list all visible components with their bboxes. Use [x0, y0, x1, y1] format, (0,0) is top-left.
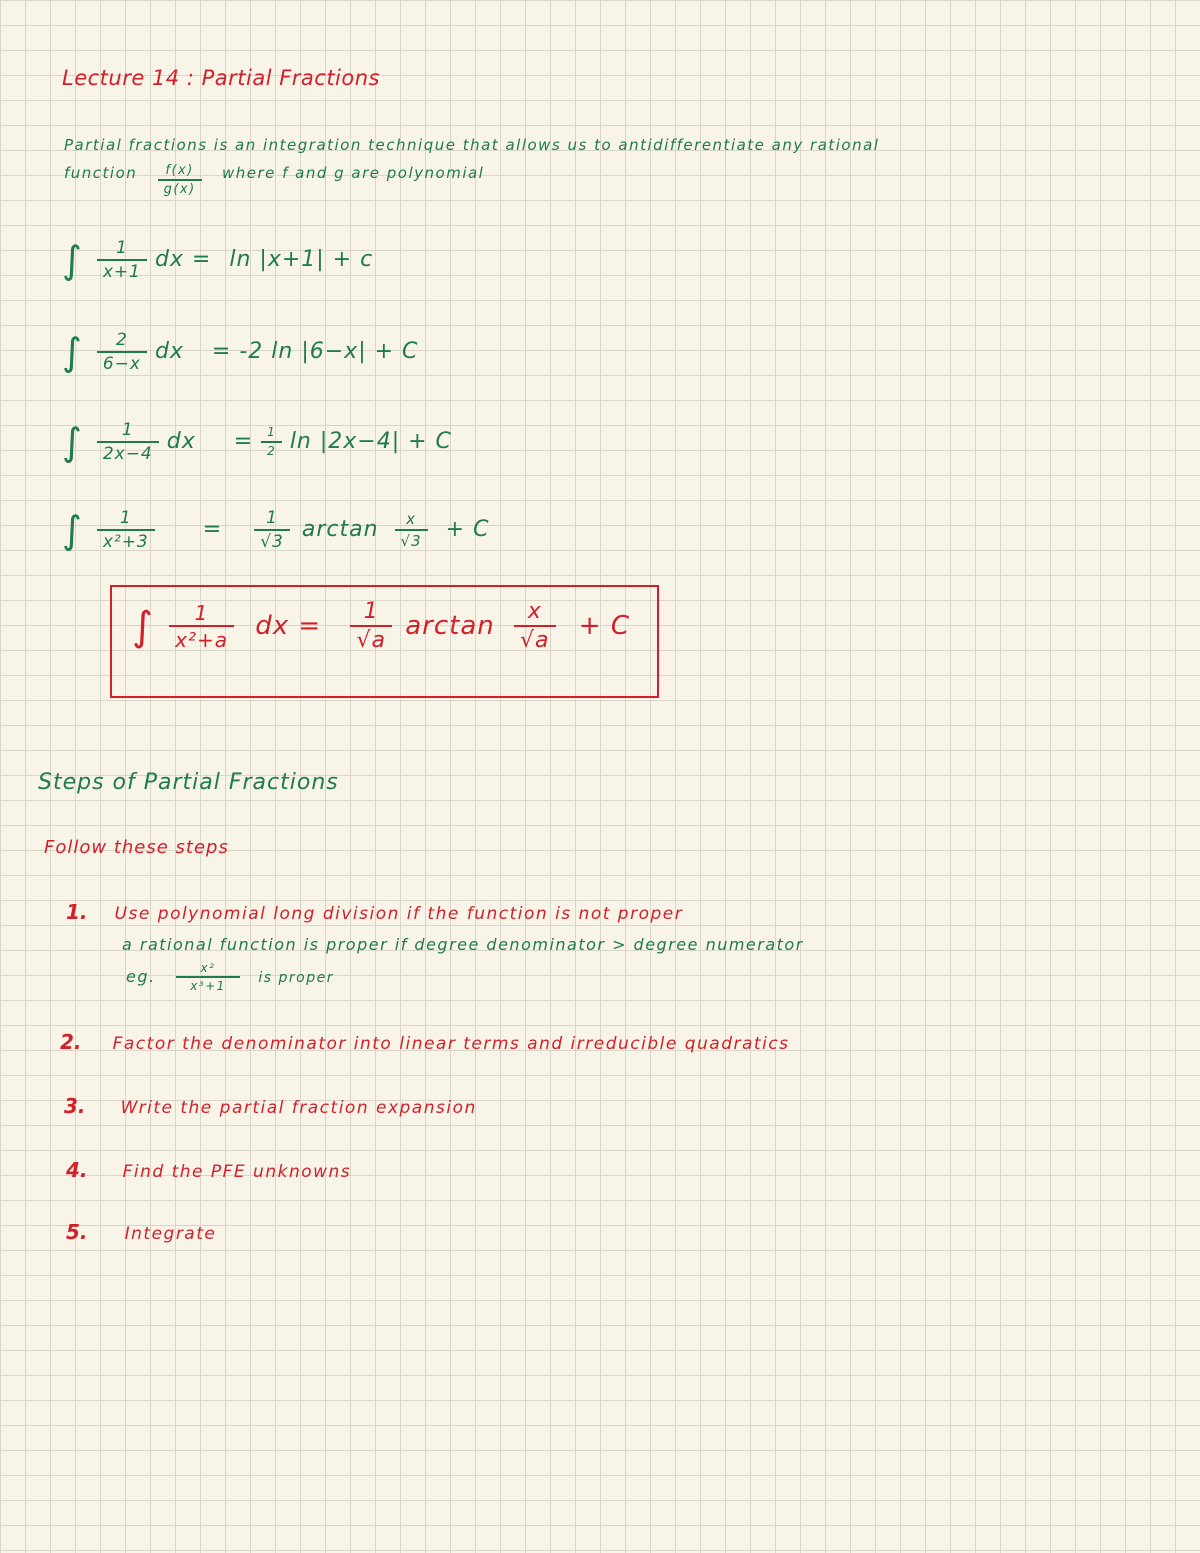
fraction-num: x	[406, 510, 417, 528]
integral-1	[62, 238, 373, 282]
example-fraction	[176, 962, 240, 993]
integral-4-arg	[395, 511, 428, 549]
step-text: Integrate	[124, 1224, 217, 1244]
step-1-note: a rational function is proper if degree denominator > degree numerator	[122, 935, 804, 954]
step-text: Factor the denominator into linear terms and irreducible quadratics	[112, 1034, 790, 1054]
boxed-fraction	[169, 602, 234, 651]
fraction-den: √a	[350, 625, 392, 653]
intro-line-2	[64, 164, 484, 198]
integral-3-coef	[261, 426, 282, 457]
fraction-num: 2	[115, 329, 128, 350]
integral-sign: ∫	[62, 330, 83, 374]
step-2	[60, 1030, 790, 1054]
integral-sign: ∫	[132, 603, 154, 650]
integral-4-coef	[254, 509, 290, 551]
integral-sign: ∫	[62, 238, 83, 282]
intro-line-1: Partial fractions is an integration technique that allows us to antidifferentiate any rational	[64, 136, 880, 154]
integral-1-dx: dx =	[154, 247, 212, 272]
equals-sign: =	[233, 429, 254, 454]
boxed-coef	[350, 600, 392, 653]
step-text: Find the PFE unknowns	[122, 1162, 352, 1182]
fraction-den: √3	[395, 529, 428, 550]
follow-steps-label: Follow these steps	[44, 837, 229, 858]
integral-sign: ∫	[62, 508, 83, 552]
fraction-den: 2x−4	[97, 441, 159, 464]
integral-sign: ∫	[62, 420, 83, 464]
boxed-arg	[514, 600, 556, 653]
example-label: eg.	[126, 967, 156, 987]
integral-2-result: = -2 ln |6−x| + C	[211, 339, 419, 364]
fraction-num: 1	[119, 507, 132, 528]
step-number: 4.	[66, 1158, 88, 1182]
fraction-den: √a	[514, 625, 556, 653]
step-number: 1.	[66, 900, 88, 924]
boxed-dx: dx =	[255, 611, 322, 642]
step-1-example	[126, 962, 334, 993]
fraction-den: √3	[254, 529, 290, 552]
intro-fraction	[158, 164, 202, 198]
fraction-num: 1	[363, 599, 379, 624]
integral-3-fraction	[97, 421, 159, 463]
step-3	[64, 1094, 477, 1118]
page-title: Lecture 14 : Partial Fractions	[62, 66, 380, 90]
equals-sign: =	[202, 517, 223, 542]
integral-1-fraction	[97, 239, 147, 281]
step-4	[66, 1158, 351, 1182]
integral-3-dx: dx	[166, 429, 196, 454]
fraction-den: x²+3	[97, 529, 155, 552]
step-number: 3.	[64, 1094, 86, 1118]
arctan-label: arctan	[301, 517, 379, 542]
fraction-num: x²	[200, 961, 216, 975]
integral-2-dx: dx	[154, 339, 184, 364]
integral-1-result: ln |x+1| + c	[229, 247, 374, 272]
step-number: 2.	[60, 1030, 82, 1054]
fraction-den: x+1	[97, 259, 147, 282]
integral-4	[62, 508, 489, 552]
integral-4-constant: + C	[445, 517, 490, 542]
step-1	[66, 900, 683, 924]
boxed-formula-content	[132, 600, 630, 653]
fraction-den: 2	[261, 441, 282, 458]
intro-fraction-num: f(x)	[165, 163, 194, 178]
fraction-den: x³+1	[176, 976, 240, 993]
fraction-den: x²+a	[169, 625, 234, 651]
integral-4-fraction	[97, 509, 155, 551]
fraction-den: 6−x	[97, 351, 147, 374]
arctan-label: arctan	[405, 611, 495, 642]
intro-function-word: function	[64, 164, 138, 182]
intro-fraction-den: g(x)	[158, 179, 202, 197]
step-number: 5.	[66, 1220, 88, 1244]
integral-3-result: ln |2x−4| + C	[289, 429, 452, 454]
integral-3	[62, 420, 452, 464]
step-text: Use polynomial long division if the function is not proper	[114, 904, 684, 924]
integral-2	[62, 330, 418, 374]
example-tail: is proper	[258, 970, 334, 987]
fraction-num: 1	[115, 237, 128, 258]
fraction-num: 1	[194, 601, 209, 626]
fraction-num: x	[527, 599, 542, 624]
fraction-num: 1	[121, 419, 134, 440]
fraction-num: 1	[266, 507, 278, 528]
integral-2-fraction	[97, 331, 147, 373]
intro-suffix: where f and g are polynomial	[221, 164, 485, 182]
step-text: Write the partial fraction expansion	[120, 1098, 477, 1118]
section-title: Steps of Partial Fractions	[38, 770, 339, 795]
boxed-constant: + C	[578, 611, 631, 642]
fraction-num: 1	[267, 425, 276, 440]
step-5	[66, 1220, 216, 1244]
